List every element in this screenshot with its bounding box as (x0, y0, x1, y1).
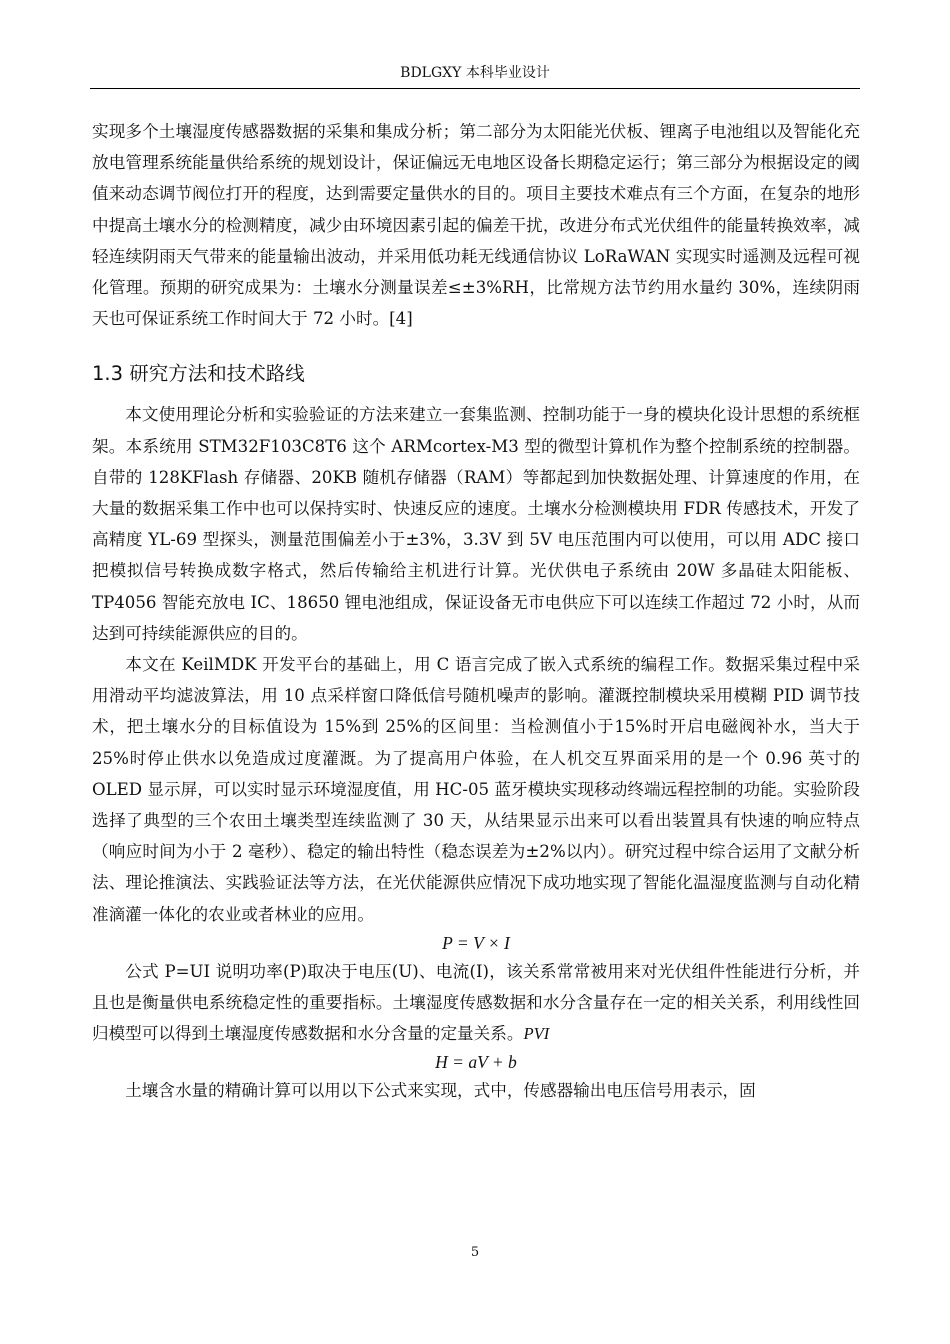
inline-math-pvi: PVI (523, 1024, 550, 1044)
section-heading: 1.3 研究方法和技术路线 (92, 362, 305, 386)
header-rule (90, 88, 860, 89)
formula-regression: H = aV + b (435, 1052, 517, 1073)
body-text (92, 116, 860, 1107)
paragraph-4-text: 公式 P=UI 说明功率(P)取决于电压(U)、电流(I)，该关系常常被用来对光伏组件性能进行分析，并且也是衡量供电系统稳定性的重要指标。土壤湿度传感数据和水分含量存在一定的相关关系，利用线性回归模型可以得到土壤湿度传感数据和水分含量的定量关系。 (92, 961, 860, 1044)
paragraph-2: 本文使用理论分析和实验验证的方法来建立一套集监测、控制功能于一身的模块化设计思想的系统框架。本系统用 STM32F103C8T6 这个 ARMcortex-M3 型的微型计算机作为整个控制系统的控制器。自带的 128KFlash 存储器、20KB 随机存储器（RAM）等都起到加快数据处理、计算速度的作用，在大量的数据采集工作中也可以保持实时、快速反应的速度。土壤水分检测模块用 FDR 传感技术，开发了高精度 YL-69 型探头，测量范围偏差小于±3%，3.3V 到 5V 电压范围内可以使用，可以用 ADC 接口把模拟信号转换成数字格式，然后传输给主机进行计算。光伏供电子系统由 20W 多晶硅太阳能板、TP4056 智能充放电 IC、18650 锂电池组成，保证设备无市电供应下可以连续工作超过 72 小时，从而达到可持续能源供应的目的。 (92, 405, 860, 643)
formula-power: P = V × I (442, 932, 510, 953)
page-number: 5 (470, 1245, 480, 1260)
running-header: BDLGXY 本科毕业设计 (400, 65, 550, 81)
paragraph-1: 实现多个土壤湿度传感器数据的采集和集成分析；第二部分为太阳能光伏板、锂离子电池组以及智能化充放电管理系统能量供给系统的规划设计，保证偏远无电地区设备长期稳定运行；第三部分为根据设定的阈值来动态调节阀位打开的程度，达到需要定量供水的目的。项目主要技术难点有三个方面，在复杂的地形中提高土壤水分的检测精度，减少由环境因素引起的偏差干扰，改进分布式光伏组件的能量转换效率，减轻连续阴雨天气带来的能量输出波动，并采用低功耗无线通信协议 LoRaWAN 实现实时遥测及远程可视化管理。预期的研究成果为：土壤水分测量误差≤±3%RH，比常规方法节约用水量约 30%，连续阴雨天也可保证系统工作时间大于 72 小时。[4] (92, 122, 860, 329)
paragraph-3: 本文在 KeilMDK 开发平台的基础上，用 C 语言完成了嵌入式系统的编程工作。数据采集过程中采用滑动平均滤波算法，用 10 点采样窗口降低信号随机噪声的影响。灌溉控制模块采用模糊 PID 调节技术，把土壤水分的目标值设为 15%到 25%的区间里：当检测值小于15%时开启电磁阀补水，当大于 25%时停止供水以免造成过度灌溉。为了提高用户体验，在人机交互界面采用的是一个 0.96 英寸的 OLED 显示屏，可以实时显示环境湿度值，用 HC-05 蓝牙模块实现移动终端远程控制的功能。实验阶段选择了典型的三个农田土壤类型连续监测了 30 天，从结果显示出来可以看出装置具有快速的响应特点（响应时间为小于 2 毫秒）、稳定的输出特性（稳态误差为±2%以内）。研究过程中综合运用了文献分析法、理论推演法、实践验证法等方法，在光伏能源供应情况下成功地实现了智能化温湿度监测与自动化精准滴灌一体化的农业或者林业的应用。 (92, 655, 860, 924)
paragraph-5: 土壤含水量的精确计算可以用以下公式来实现，式中，传感器输出电压信号用表示，固 (125, 1081, 756, 1101)
paragraph-4 (92, 956, 860, 1050)
